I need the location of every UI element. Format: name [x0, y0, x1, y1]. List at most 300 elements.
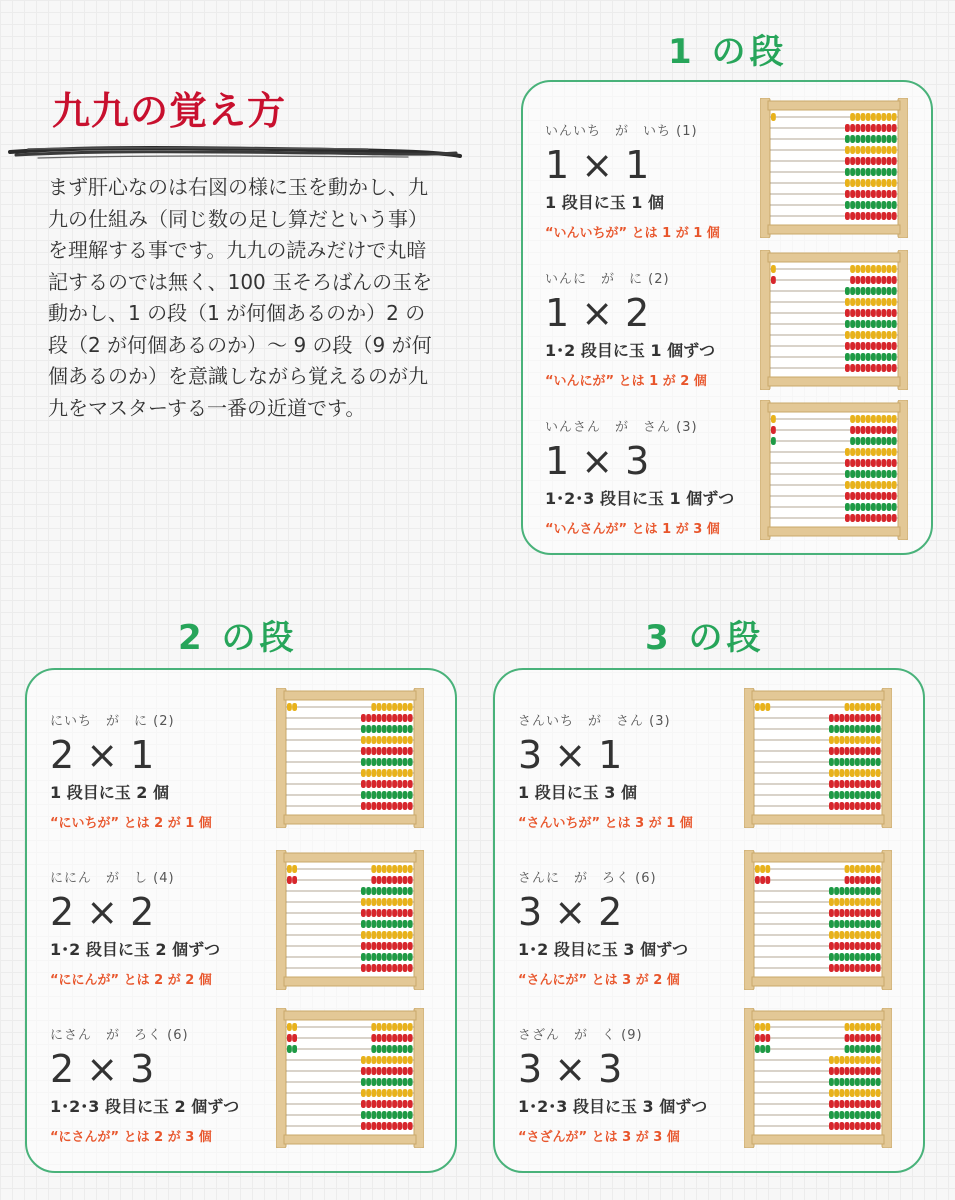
abacus-bead	[392, 1111, 397, 1119]
abacus-bead	[871, 1023, 876, 1031]
abacus-bead	[829, 747, 834, 755]
note: “にさんが” とは 2 が 3 個	[50, 1130, 212, 1145]
abacus-bead	[876, 276, 881, 284]
abacus-bead	[881, 514, 886, 522]
abacus-bead	[829, 791, 834, 799]
abacus-bead	[377, 1034, 382, 1042]
abacus-bead	[408, 703, 413, 711]
abacus-bead-moved	[771, 437, 776, 445]
abacus-bead	[855, 448, 860, 456]
abacus-bead	[845, 1023, 850, 1031]
abacus-bead	[855, 168, 860, 176]
entry-1x2	[545, 268, 790, 389]
abacus-bead	[865, 887, 870, 895]
abacus-bead-moved	[755, 876, 760, 884]
abacus-bead	[408, 1078, 413, 1086]
abacus-bead	[876, 212, 881, 220]
abacus-bead	[377, 964, 382, 972]
abacus-bead	[845, 1078, 850, 1086]
abacus-bead	[392, 1045, 397, 1053]
abacus-bead	[855, 320, 860, 328]
abacus-bead	[408, 1111, 413, 1119]
abacus-bead-moved	[765, 876, 770, 884]
abacus-bead	[850, 437, 855, 445]
abacus-bead-moved	[287, 876, 292, 884]
abacus-bead	[881, 201, 886, 209]
abacus-bead	[403, 964, 408, 972]
abacus-bead	[397, 758, 402, 766]
abacus-bead	[861, 415, 866, 423]
abacus-bead	[861, 113, 866, 121]
abacus-bead	[829, 1089, 834, 1097]
abacus-bead	[865, 876, 870, 884]
abacus-bead	[855, 802, 860, 810]
abacus-bead	[892, 298, 897, 306]
abacus-bead	[834, 909, 839, 917]
abacus-bead	[845, 190, 850, 198]
abacus-bead	[855, 736, 860, 744]
abacus-bead	[850, 342, 855, 350]
brush-stroke-divider	[8, 138, 463, 164]
abacus-bead	[871, 898, 876, 906]
abacus-bead	[876, 887, 881, 895]
abacus-bead	[881, 190, 886, 198]
abacus-bead	[871, 415, 876, 423]
abacus-bead	[408, 931, 413, 939]
abacus-bead	[829, 920, 834, 928]
abacus-bead	[865, 1045, 870, 1053]
abacus-bead	[382, 747, 387, 755]
abacus-bead	[892, 459, 897, 467]
abacus-bead	[892, 190, 897, 198]
abacus-bead	[871, 298, 876, 306]
abacus-bead	[866, 212, 871, 220]
abacus-bead	[839, 1122, 844, 1130]
abacus-bead	[855, 113, 860, 121]
abacus-bead	[876, 298, 881, 306]
abacus-bead	[834, 964, 839, 972]
abacus-bead	[829, 1067, 834, 1075]
abacus-bead	[382, 769, 387, 777]
abacus-bead	[834, 898, 839, 906]
abacus-bead	[850, 276, 855, 284]
abacus-right-post	[414, 688, 424, 828]
abacus-right-post	[898, 98, 908, 238]
abacus-top-bar	[768, 253, 900, 262]
abacus-bead	[860, 898, 865, 906]
abacus-bead	[366, 920, 371, 928]
abacus-bead	[887, 331, 892, 339]
abacus-bead	[371, 920, 376, 928]
abacus-bead	[876, 492, 881, 500]
abacus-bead	[881, 124, 886, 132]
abacus-bead	[892, 331, 897, 339]
abacus-bead	[892, 113, 897, 121]
abacus-illustration	[760, 400, 908, 540]
abacus-bead	[392, 1089, 397, 1097]
abacus-bead	[845, 714, 850, 722]
abacus-bead	[392, 1122, 397, 1130]
abacus-bead	[371, 1078, 376, 1086]
abacus-bead	[881, 320, 886, 328]
abacus-bead	[845, 481, 850, 489]
abacus-bead	[876, 331, 881, 339]
abacus-bead	[845, 331, 850, 339]
abacus-bead	[366, 1056, 371, 1064]
abacus-bead	[382, 1122, 387, 1130]
abacus-bead	[408, 758, 413, 766]
abacus-bead	[855, 503, 860, 511]
abacus-bead	[834, 942, 839, 950]
abacus-bead	[845, 157, 850, 165]
abacus-bead	[855, 931, 860, 939]
abacus-bead	[871, 953, 876, 961]
abacus-bead	[366, 898, 371, 906]
abacus-bead	[871, 212, 876, 220]
abacus-bead	[392, 1078, 397, 1086]
abacus-bead	[834, 758, 839, 766]
abacus-bead	[834, 887, 839, 895]
abacus-bead	[855, 146, 860, 154]
abacus-bead	[845, 135, 850, 143]
abacus-bead	[892, 492, 897, 500]
abacus-bead	[881, 135, 886, 143]
abacus-bead	[881, 157, 886, 165]
abacus-bead	[845, 898, 850, 906]
abacus-bead	[871, 920, 876, 928]
abacus-bead	[377, 931, 382, 939]
expression: 3 × 3	[518, 1047, 623, 1091]
abacus-bead	[866, 179, 871, 187]
abacus-bead	[850, 1023, 855, 1031]
abacus-bead	[861, 157, 866, 165]
abacus-bead	[845, 791, 850, 799]
abacus-bead	[855, 898, 860, 906]
abacus-bead	[855, 342, 860, 350]
abacus-bead	[366, 791, 371, 799]
abacus-bead	[850, 703, 855, 711]
abacus-bead	[397, 791, 402, 799]
note: “いんにが” とは 1 が 2 個	[545, 374, 707, 389]
abacus-bead	[387, 909, 392, 917]
abacus-bead	[871, 514, 876, 522]
abacus-bead	[876, 287, 881, 295]
abacus-bead	[366, 953, 371, 961]
abacus-bead	[850, 909, 855, 917]
abacus-bead	[865, 920, 870, 928]
abacus-bead	[361, 931, 366, 939]
abacus-bead	[865, 725, 870, 733]
abacus-bead	[850, 331, 855, 339]
abacus-bead	[855, 1078, 860, 1086]
abacus-bead	[366, 942, 371, 950]
intro-description: まず肝心なのは右図の様に玉を動かし、九九の仕組み（同じ数の足し算だという事）を理解する事です。九九の読みだけで丸暗記するのでは無く、100 玉そろばんの玉を動かし、1 の段（1 が何個あるのか）2 の段（2 が何個あるのか）〜 9 の段（9 が何個あるのか）を意識しながら覚えるのが九九をマスターする一番の近道です。	[48, 175, 433, 420]
abacus-bead	[850, 964, 855, 972]
abacus-bead	[876, 342, 881, 350]
abacus-bead	[366, 769, 371, 777]
abacus-bead	[366, 1122, 371, 1130]
abacus-bead	[860, 714, 865, 722]
abacus-bead	[850, 1034, 855, 1042]
abacus-bead	[871, 320, 876, 328]
abacus-bead	[839, 747, 844, 755]
abacus-bead-moved	[771, 415, 776, 423]
abacus-bead	[855, 124, 860, 132]
abacus-bead	[865, 1089, 870, 1097]
reading: にさん が ろく (6)	[50, 1028, 189, 1043]
abacus-bead	[392, 780, 397, 788]
abacus-bead	[829, 714, 834, 722]
abacus-bead-moved	[292, 865, 297, 873]
abacus-bead-moved	[760, 876, 765, 884]
abacus-bead	[371, 865, 376, 873]
abacus-bead	[387, 780, 392, 788]
abacus-illustration	[276, 688, 424, 828]
abacus-bead	[361, 942, 366, 950]
abacus-bead	[861, 470, 866, 478]
abacus-bead	[855, 747, 860, 755]
abacus-bead	[892, 146, 897, 154]
abacus-bead	[382, 1067, 387, 1075]
abacus-bead	[850, 1122, 855, 1130]
abacus-bead	[876, 320, 881, 328]
entry-2x2	[50, 867, 295, 988]
abacus-bead	[839, 791, 844, 799]
abacus-bead	[887, 135, 892, 143]
abacus-bead	[860, 1023, 865, 1031]
abacus-bead	[845, 168, 850, 176]
expression: 1 × 1	[545, 143, 650, 187]
abacus-bead	[861, 168, 866, 176]
abacus-bead	[387, 865, 392, 873]
abacus-bead	[839, 887, 844, 895]
steps: 1 段目に玉 2 個	[50, 783, 169, 802]
abacus-bead	[408, 1067, 413, 1075]
abacus-bead	[845, 459, 850, 467]
abacus-bead	[855, 1023, 860, 1031]
abacus-bead	[861, 287, 866, 295]
abacus-bead	[829, 802, 834, 810]
abacus-bead	[371, 1067, 376, 1075]
abacus-bead	[829, 1100, 834, 1108]
abacus-bead	[871, 353, 876, 361]
abacus-bead	[881, 113, 886, 121]
abacus-bead	[408, 942, 413, 950]
abacus-bead	[881, 146, 886, 154]
abacus-bead	[382, 1045, 387, 1053]
abacus-bead	[850, 298, 855, 306]
abacus-bead	[876, 481, 881, 489]
abacus-bead	[371, 942, 376, 950]
abacus-bead	[876, 769, 881, 777]
abacus-bead	[371, 780, 376, 788]
abacus-bead	[408, 1056, 413, 1064]
abacus-bead	[366, 725, 371, 733]
abacus-bead	[881, 448, 886, 456]
abacus-bead	[850, 459, 855, 467]
abacus-bead	[371, 758, 376, 766]
abacus-bead	[850, 190, 855, 198]
abacus-bead	[876, 802, 881, 810]
abacus-bead	[845, 769, 850, 777]
abacus-bead	[881, 168, 886, 176]
abacus-bead	[366, 802, 371, 810]
abacus-bead	[377, 942, 382, 950]
abacus-bead	[366, 747, 371, 755]
abacus-bead	[876, 931, 881, 939]
abacus-bead	[361, 1078, 366, 1086]
abacus-bead	[377, 1100, 382, 1108]
abacus-bead	[866, 470, 871, 478]
abacus-bead	[876, 964, 881, 972]
abacus-bead	[377, 802, 382, 810]
abacus-bead	[397, 1078, 402, 1086]
abacus-bead	[866, 276, 871, 284]
abacus-bead	[397, 887, 402, 895]
abacus-bead	[377, 780, 382, 788]
abacus-bead	[834, 1067, 839, 1075]
abacus-bead	[871, 287, 876, 295]
abacus-bead	[871, 865, 876, 873]
note: “いんいちが” とは 1 が 1 個	[545, 226, 720, 241]
abacus-bead	[861, 298, 866, 306]
abacus-bead	[865, 1023, 870, 1031]
abacus-bead	[845, 124, 850, 132]
abacus-bead	[392, 1100, 397, 1108]
abacus-bead	[866, 135, 871, 143]
abacus-bead	[871, 448, 876, 456]
abacus-illustration	[760, 250, 908, 390]
abacus-bead	[371, 703, 376, 711]
abacus-bead-moved	[760, 1045, 765, 1053]
abacus-bead	[371, 1045, 376, 1053]
abacus-bead	[408, 920, 413, 928]
abacus-top-bar	[752, 1011, 884, 1020]
abacus-bead	[392, 1056, 397, 1064]
abacus-bead	[845, 146, 850, 154]
abacus-bead	[876, 942, 881, 950]
abacus-bead	[876, 157, 881, 165]
abacus-bead	[845, 179, 850, 187]
abacus-bead	[860, 780, 865, 788]
abacus-bead	[860, 747, 865, 755]
abacus-bead	[839, 1067, 844, 1075]
abacus-top-bar	[752, 691, 884, 700]
abacus-top-bar	[768, 403, 900, 412]
abacus-bead	[829, 1078, 834, 1086]
abacus-bead	[871, 769, 876, 777]
abacus-bead	[881, 309, 886, 317]
abacus-bead	[366, 1100, 371, 1108]
abacus-bead	[366, 758, 371, 766]
abacus-bead	[876, 1100, 881, 1108]
abacus-bead	[371, 964, 376, 972]
abacus-bead	[403, 909, 408, 917]
abacus-bead	[892, 212, 897, 220]
expression: 1 × 2	[545, 291, 650, 335]
abacus-bead	[377, 714, 382, 722]
note: “さんいちが” とは 3 が 1 個	[518, 816, 693, 831]
abacus-bead	[861, 481, 866, 489]
abacus-bead	[403, 1067, 408, 1075]
abacus-bead	[866, 415, 871, 423]
abacus-bead	[834, 931, 839, 939]
abacus-bead	[887, 503, 892, 511]
abacus-bead	[361, 758, 366, 766]
abacus-bead	[397, 876, 402, 884]
abacus-bead	[392, 1067, 397, 1075]
abacus-bead	[382, 736, 387, 744]
abacus-bead	[866, 287, 871, 295]
abacus-bead	[371, 725, 376, 733]
abacus-bead	[371, 791, 376, 799]
abacus-bead	[865, 964, 870, 972]
abacus-bead-moved	[760, 1023, 765, 1031]
abacus-bead	[866, 157, 871, 165]
abacus-bead	[371, 1056, 376, 1064]
abacus-bead-moved	[755, 865, 760, 873]
abacus-bead	[403, 1045, 408, 1053]
abacus-bead	[377, 747, 382, 755]
abacus-bead	[834, 1122, 839, 1130]
steps: 1･2 段目に玉 1 個ずつ	[545, 341, 716, 360]
abacus-bead	[892, 437, 897, 445]
abacus-bead	[892, 179, 897, 187]
abacus-bead	[403, 1111, 408, 1119]
abacus-bead	[860, 1122, 865, 1130]
abacus-bead	[871, 1111, 876, 1119]
abacus-bead	[876, 426, 881, 434]
abacus-bead	[887, 113, 892, 121]
abacus-bead	[366, 1089, 371, 1097]
abacus-bead	[403, 898, 408, 906]
abacus-left-post	[744, 1008, 754, 1148]
abacus-bead	[839, 714, 844, 722]
abacus-bead	[871, 168, 876, 176]
abacus-bead	[871, 1089, 876, 1097]
abacus-bead-moved	[287, 865, 292, 873]
abacus-bead	[845, 865, 850, 873]
abacus-bead	[871, 364, 876, 372]
abacus-bead	[408, 736, 413, 744]
abacus-bead	[871, 758, 876, 766]
abacus-bead	[855, 1100, 860, 1108]
abacus-bead	[865, 758, 870, 766]
abacus-bead	[397, 1122, 402, 1130]
abacus-bead	[871, 124, 876, 132]
abacus-bead	[855, 780, 860, 788]
abacus-bead	[829, 942, 834, 950]
abacus-bead	[403, 865, 408, 873]
abacus-bead	[397, 931, 402, 939]
abacus-bead	[371, 898, 376, 906]
abacus-bead	[887, 364, 892, 372]
abacus-bead	[845, 725, 850, 733]
abacus-bead	[861, 135, 866, 143]
abacus-bead	[855, 1122, 860, 1130]
abacus-bead	[887, 124, 892, 132]
abacus-bead	[408, 887, 413, 895]
abacus-bead	[881, 287, 886, 295]
abacus-bead	[408, 1045, 413, 1053]
abacus-bead	[855, 876, 860, 884]
abacus-bead	[887, 179, 892, 187]
abacus-bead	[871, 1122, 876, 1130]
abacus-bead	[397, 714, 402, 722]
abacus-bead	[408, 714, 413, 722]
abacus-bead	[850, 503, 855, 511]
abacus-bead	[865, 780, 870, 788]
